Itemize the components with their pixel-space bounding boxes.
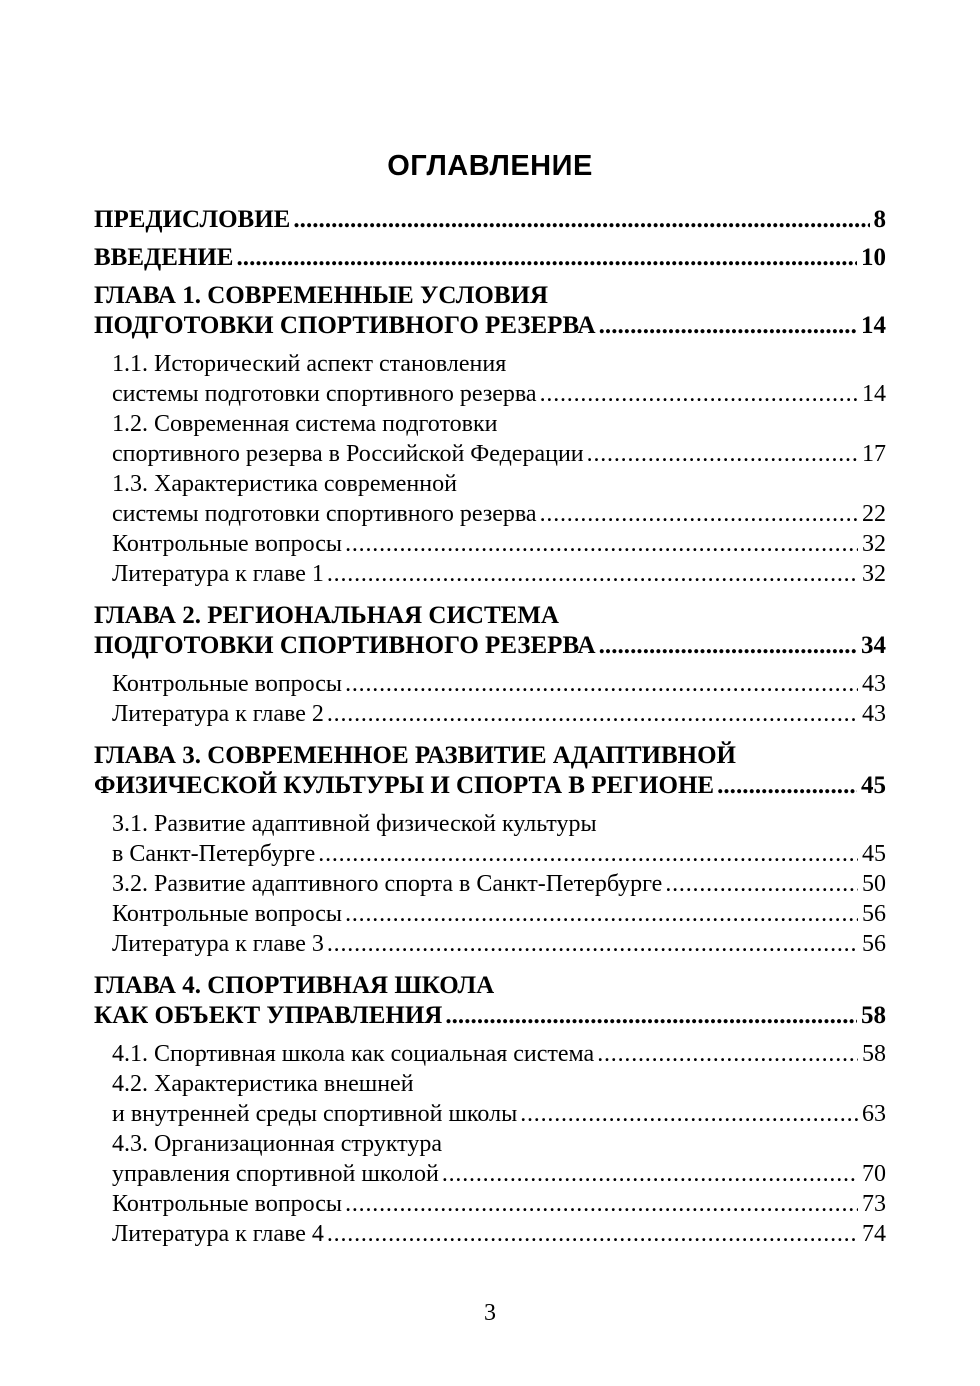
dot-leader xyxy=(327,1219,858,1249)
toc-chapter-4[interactable] xyxy=(94,971,886,1031)
chapter-title-line2: ПОДГОТОВКИ СПОРТИВНОГО РЕЗЕРВА xyxy=(94,312,596,339)
dot-leader xyxy=(442,1159,858,1189)
toc-questions-1[interactable] xyxy=(94,529,886,559)
section-title-line2: системы подготовки спортивного резерва xyxy=(112,501,537,527)
dot-leader xyxy=(327,929,858,959)
dot-leader xyxy=(599,631,857,661)
toc-page-number: 74 xyxy=(862,1221,886,1247)
chapter-title-line2: ФИЗИЧЕСКОЙ КУЛЬТУРЫ И СПОРТА В РЕГИОНЕ xyxy=(94,772,715,799)
toc-chapter-1[interactable] xyxy=(94,281,886,341)
toc-entry-text: Литература к главе 2 xyxy=(112,701,324,727)
dot-leader xyxy=(540,499,858,529)
dot-leader xyxy=(587,439,858,469)
chapter-title-line1: ГЛАВА 2. РЕГИОНАЛЬНАЯ СИСТЕМА xyxy=(94,602,559,629)
toc-questions-3[interactable] xyxy=(94,899,886,929)
section-title-line1: 3.1. Развитие адаптивной физической культуры xyxy=(112,811,597,837)
toc-chapter-2[interactable] xyxy=(94,601,886,661)
toc-entry-text: Контрольные вопросы xyxy=(112,531,343,557)
toc-page-number: 32 xyxy=(862,531,886,557)
toc-page-number: 63 xyxy=(862,1101,886,1127)
toc-page-number: 17 xyxy=(862,441,886,467)
toc-page-number: 8 xyxy=(873,206,886,233)
toc-section-1-3[interactable] xyxy=(94,469,886,529)
chapter-title-line1: ГЛАВА 1. СОВРЕМЕННЫЕ УСЛОВИЯ xyxy=(94,282,549,309)
toc-page-number: 32 xyxy=(862,561,886,587)
toc-entry-text: Литература к главе 1 xyxy=(112,561,324,587)
toc-section-1-1[interactable] xyxy=(94,349,886,409)
toc-page-number: 10 xyxy=(861,244,886,271)
chapter-title-line1: ГЛАВА 4. СПОРТИВНАЯ ШКОЛА xyxy=(94,972,495,999)
page-number: 3 xyxy=(484,1300,496,1326)
dot-leader xyxy=(520,1099,858,1129)
section-title-line2: управления спортивной школой xyxy=(112,1161,439,1187)
section-title-line2: и внутренней среды спортивной школы xyxy=(112,1101,518,1127)
toc-section-4-1[interactable] xyxy=(94,1039,886,1069)
toc-entry-text: Контрольные вопросы xyxy=(112,1191,343,1217)
toc-page-number: 14 xyxy=(861,312,886,339)
toc-page-number: 43 xyxy=(862,701,886,727)
toc-entry-text: Литература к главе 3 xyxy=(112,931,324,957)
dot-leader xyxy=(665,869,858,899)
toc-section-1-2[interactable] xyxy=(94,409,886,469)
toc-page-number: 22 xyxy=(862,501,886,527)
dot-leader xyxy=(599,311,857,341)
chapter-title-line1: ГЛАВА 3. СОВРЕМЕННОЕ РАЗВИТИЕ АДАПТИВНОЙ xyxy=(94,742,737,769)
chapter-title-line2: КАК ОБЪЕКТ УПРАВЛЕНИЯ xyxy=(94,1002,443,1029)
toc-literature-2[interactable] xyxy=(94,699,886,729)
toc-entry-text: Контрольные вопросы xyxy=(112,901,343,927)
dot-leader xyxy=(345,899,858,929)
dot-leader xyxy=(318,839,858,869)
toc-page-number: 45 xyxy=(862,841,886,867)
section-title-line1: 4.3. Организационная структура xyxy=(112,1131,442,1157)
toc-entry-text: 3.2. Развитие адаптивного спорта в Санкт-Петербурге xyxy=(112,871,663,897)
toc-section-3-2[interactable] xyxy=(94,869,886,899)
toc-page-number: 73 xyxy=(862,1191,886,1217)
toc-page-number: 58 xyxy=(861,1002,886,1029)
toc-entry-text: Литература к главе 4 xyxy=(112,1221,324,1247)
section-title-line1: 1.1. Исторический аспект становления xyxy=(112,351,507,377)
toc-page-number: 34 xyxy=(861,632,886,659)
toc-entry-text: ПРЕДИСЛОВИЕ xyxy=(94,206,291,233)
toc-entry-text: Контрольные вопросы xyxy=(112,671,343,697)
toc-literature-4[interactable] xyxy=(94,1219,886,1249)
section-title-line2: спортивного резерва в Российской Федерации xyxy=(112,441,584,467)
section-title-line1: 4.2. Характеристика внешней xyxy=(112,1071,414,1097)
section-title-line2: в Санкт-Петербурге xyxy=(112,841,316,867)
dot-leader xyxy=(345,529,858,559)
toc-page-number: 14 xyxy=(862,381,886,407)
toc-literature-1[interactable] xyxy=(94,559,886,589)
dot-leader xyxy=(236,243,857,273)
toc-page-number: 56 xyxy=(862,901,886,927)
section-title-line1: 1.2. Современная система подготовки xyxy=(112,411,498,437)
toc-page-number: 45 xyxy=(861,772,886,799)
chapter-title-line2: ПОДГОТОВКИ СПОРТИВНОГО РЕЗЕРВА xyxy=(94,632,596,659)
toc-page-number: 58 xyxy=(862,1041,886,1067)
section-title-line2: системы подготовки спортивного резерва xyxy=(112,381,537,407)
toc-entry-text: 4.1. Спортивная школа как социальная система xyxy=(112,1041,595,1067)
toc-chapter-3[interactable] xyxy=(94,741,886,801)
section-title-line1: 1.3. Характеристика современной xyxy=(112,471,457,497)
dot-leader xyxy=(327,559,858,589)
toc-page-number: 56 xyxy=(862,931,886,957)
dot-leader xyxy=(540,379,858,409)
dot-leader xyxy=(293,205,869,235)
toc-entry-text: ВВЕДЕНИЕ xyxy=(94,244,234,271)
dot-leader xyxy=(445,1001,857,1031)
dot-leader xyxy=(345,669,858,699)
toc-entry-intro[interactable] xyxy=(94,243,886,273)
toc-title: ОГЛАВЛЕНИЕ xyxy=(387,150,593,182)
toc-literature-3[interactable] xyxy=(94,929,886,959)
dot-leader xyxy=(717,771,857,801)
dot-leader xyxy=(345,1189,858,1219)
toc-questions-4[interactable] xyxy=(94,1189,886,1219)
toc-section-3-1[interactable] xyxy=(94,809,886,869)
toc-section-4-3[interactable] xyxy=(94,1129,886,1189)
table-of-contents xyxy=(94,205,886,1249)
toc-page-number: 50 xyxy=(862,871,886,897)
toc-page-number: 70 xyxy=(862,1161,886,1187)
toc-section-4-2[interactable] xyxy=(94,1069,886,1129)
toc-questions-2[interactable] xyxy=(94,669,886,699)
toc-page-number: 43 xyxy=(862,671,886,697)
dot-leader xyxy=(327,699,858,729)
toc-entry-preface[interactable] xyxy=(94,205,886,235)
dot-leader xyxy=(597,1039,858,1069)
